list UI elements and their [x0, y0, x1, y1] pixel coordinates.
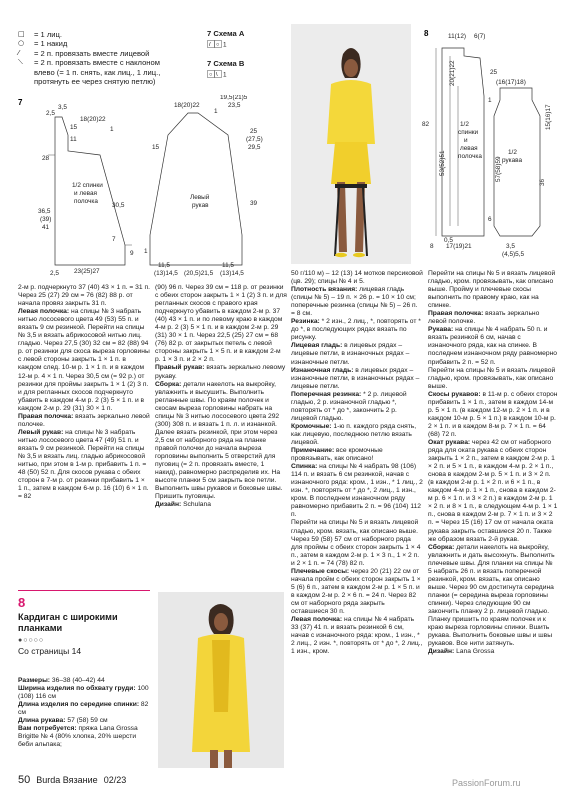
paragraph — [291, 318, 423, 342]
paragraph — [291, 367, 423, 391]
legend — [18, 30, 198, 86]
body-label-3: полочка — [74, 198, 98, 205]
model-photo-cardigan — [158, 592, 284, 768]
paragraph-text: лицевая гладь (спицы № 5) – 19 п. × 26 р. = 10 × 10 см; поперечные резинка (спицы № 5) – 26 п. = 8 см. — [291, 286, 418, 318]
paragraph — [428, 270, 558, 310]
paragraph — [291, 286, 423, 318]
paragraph-text: Перейти на спицы № 5 и вязать лицевой гладью, кром. провязывать, как описано выше. Пройму и плечевые скосы выполнить по правому краю, как на спинке. — [428, 270, 556, 310]
paragraph — [18, 413, 150, 429]
sleeve-label-2: рукав — [192, 202, 209, 209]
paragraph — [18, 308, 150, 413]
paragraph-heading: Лицевая гладь: — [291, 342, 343, 350]
body-dim-bottom-1: 23(25)27 — [74, 268, 100, 275]
paragraph-heading: Спинка: — [291, 463, 318, 471]
sleeve-dim-right-1: (27,5) — [246, 136, 263, 143]
paragraph-heading: Размеры: — [18, 677, 51, 684]
paragraph-text: на спицы № 3 набрать нитью лососевого цвета 47 (49) 51 п. и вязать 9 см резинкой. Перейти на спицы № 3,5 и вязать лиц. гладью абрикосовой нитью, при этом в 1-м р. прибавить 1 п. = 48 (50) 52 п. Для скосов рукава с обеих сторон в 7-м р. от резинки прибавить 1 × 1 п., затем в каждом 6-м р. 16 (10) 6 × 1 п. = 82 — [18, 428, 149, 501]
paragraph-heading: Длина изделия по середине спинки: — [18, 701, 140, 709]
paragraph — [291, 463, 423, 519]
legend-text: = 1 лиц. — [34, 30, 63, 39]
body-dim-top-0: 3,5 — [58, 104, 67, 111]
text-column-4 — [428, 270, 558, 770]
legend-row — [18, 77, 198, 86]
difficulty-dots: ●○○○○ — [18, 637, 45, 644]
diagram-8-num: 8 — [424, 29, 429, 38]
paragraph-heading: Изнаночная гладь: — [291, 366, 354, 374]
sleeve-dim-right-3: 39 — [250, 200, 258, 207]
d8-right-1: 36 — [539, 178, 546, 186]
paragraph-text: все кромочные провязывать, как описано! — [291, 447, 383, 463]
model-8-source: Со страницы 14 — [18, 646, 82, 656]
paragraph — [428, 367, 558, 391]
d8-bottom-2: 3,5 — [506, 243, 515, 250]
d8-body-label-4: левая — [460, 145, 478, 152]
schema-b-title: 7 Схема В — [207, 59, 245, 68]
paragraph-heading: Левая полочка: — [291, 616, 343, 624]
paragraph-text: на спицы № 4 набрать 33 (37) 41 п. и вязать резинкой 6 см, начав с изнаночного ряда: кром., 1 изн., * 2 лиц., 2 изн. *, повторять от * до *, 2 лиц., 1 изн., кром. — [291, 616, 423, 656]
paragraph — [291, 447, 423, 463]
paragraph-heading: Дизайн: — [428, 648, 455, 656]
sleeve-dim-top-1: 15 — [152, 144, 160, 151]
d8-sleeve-label-1: 1/2 — [508, 149, 517, 156]
legend-text: = 2 п. провязать вместе лицевой — [34, 48, 150, 58]
legend-text: = 2 п. провязать вместе с наклоном — [34, 58, 160, 68]
diagram-7 — [10, 95, 282, 280]
legend-symbol-icon: ⟍ — [18, 58, 23, 67]
legend-row — [18, 49, 198, 58]
d8-mid-2: 15(16)17 — [545, 104, 552, 130]
paragraph-heading: Правая полочка: — [428, 310, 484, 318]
body-dim-right-2: 9 — [130, 250, 134, 257]
legend-row — [18, 30, 198, 39]
paragraph-text: 2-м р. подчеркнуто 37 (40) 43 × 1 п. = 31 п. Через 25 (27) 29 см = 76 (82) 88 р. от начала провяз закрыть 31 п. — [18, 284, 150, 308]
watermark: PassionForum.ru — [452, 778, 521, 788]
d8-mid-0: 57(58)59 — [495, 156, 502, 182]
svg-text:○: ○ — [216, 42, 220, 48]
paragraph-heading: Левая полочка: — [18, 308, 70, 316]
sleeve-dim-bottom-5: (13)14,5 — [220, 270, 244, 277]
sleeve-dim-top-2: 19,5(21)5 — [220, 95, 248, 101]
paragraph-heading: Сборка: — [155, 380, 182, 388]
paragraph-heading: Окат рукава: — [428, 438, 471, 446]
body-label-1: 1/2 спинки — [72, 182, 103, 189]
text-column-3 — [291, 270, 423, 770]
text-column-1 — [18, 284, 150, 582]
paragraph-text: 36–38 (40–42) 44 — [50, 677, 105, 684]
paragraph — [428, 544, 558, 649]
paragraph-heading: Правый рукав: — [155, 364, 205, 372]
paragraph-heading: Скосы рукавов: — [428, 390, 481, 398]
paragraph-text: детали накелоть на выкройку, увлажнить и высушить. Выполнить регланные швы. По краям полочек и скосам выреза горловины набрать на спицы № 3 нитью лососевого цвета 292 (300) 308 п. и вязать 1 п. л. и изнанкой. Далее вязать резинкой, при этом через 2,5 см от наборного ряда на планке правой полочки до начала выреза горловины выполнить 5 отверстий для пуговиц (= 2 п. провязать вместе, 1 накид), равномерно распределив их. На высоте планки 5 см закрыть все петли. Выполнить швы рукавов и боковые швы. Пришить пуговицы. — [155, 380, 283, 501]
schema-a-grid — [207, 40, 229, 54]
diagram-8 — [420, 26, 562, 264]
paragraph-heading: Кромочные: — [291, 422, 332, 430]
legend-symbol-icon: ⁄ — [18, 48, 20, 57]
body-dim-top-3: 15 — [70, 124, 78, 131]
schema-a-title: 7 Схема А — [207, 29, 245, 38]
paragraph-text: через 42 см от наборного ряда для оката рукава с обеих сторон закрыть 1 × 2 п., затем в каждом 2-м р. 1 × 2 п. и 5 × 1 п., в каждом 4-м р. 2 × 1 п., снова в каждом 2-м р. 5 × 1 п. и 3 × 2 п. (в каждом 2-м р. 1 × 2 п. и 6 × 1 п., в каждом 4-м р. 1 × 1 п., снова в каждом 2-м р. 6 × 1 п. и 3 × 2 п.) в каждом 2-м р. 1 × 2 п. и 8 × 1 п., в следующем 4-м р. 1 × 1 п., снова в каждом 2-м р. 7 × 1 п. и 3 × 2 п. = Через 15 (16) 17 см от начала оката рукава закрыть оставшиеся 20 п. Также же образом вязать 2-й рукав. — [428, 438, 558, 543]
paragraph — [18, 701, 150, 717]
paragraph-text: вязать зеркально левому рукаву. — [155, 364, 286, 380]
paragraph-text: вязать зеркально левой полочке. — [428, 310, 540, 326]
paragraph — [18, 677, 150, 685]
body-dim-left-2: (39) — [40, 216, 52, 223]
paragraph-heading: Длина рукава: — [18, 717, 66, 725]
text-column-2 — [155, 284, 287, 582]
diagram-7-num: 7 — [18, 98, 23, 107]
d8-body-label-1: 1/2 — [460, 121, 469, 128]
paragraph-heading: Правая полочка: — [18, 412, 74, 420]
paragraph-heading: Рукава: — [428, 326, 454, 334]
model-photo-yellow — [291, 24, 411, 264]
sleeve-dim-bottom-3: (20,5)21,5 — [184, 270, 214, 277]
paragraph — [18, 284, 150, 308]
paragraph — [428, 326, 558, 366]
model-8-info — [18, 677, 150, 767]
paragraph-text: Schulana — [181, 501, 211, 509]
d8-top-2: (16(17)18) — [496, 79, 526, 86]
sleeve-dim-bottom-0: 1 — [144, 248, 148, 255]
legend-symbol-icon: □ — [18, 30, 25, 38]
d8-bottom-1: 17(19)21 — [446, 243, 472, 250]
model-8-num: 8 — [18, 595, 26, 610]
legend-symbol-icon: ○ — [18, 39, 25, 48]
body-label-2: и левая — [74, 190, 97, 197]
paragraph-heading: Левый рукав: — [18, 428, 64, 436]
sleeve-label-1: Левый — [190, 194, 210, 201]
paragraph-text: 1-ю п. каждого ряда снять, как лицевую, последнюю петлю вязать лицевой. — [291, 422, 417, 446]
paragraph — [291, 616, 423, 656]
schema-b — [207, 59, 244, 89]
paragraph — [291, 519, 423, 567]
sleeve-dim-bottom-1: 11,5 — [158, 262, 170, 269]
paragraph-text: на спицы № 4 набрать 98 (106) 114 п. и вязать 6 см резинкой, начав с изнаночного ряда: кром., 1 изн., * 1 лиц., 2 изн. *, повторять от * до *, 2 лиц., 1 изн., кром. В последнем изнаночном ряду равномерно прибавить 2 п. = 96 (104) 112 п. — [291, 463, 423, 519]
paragraph — [18, 429, 150, 501]
legend-row — [18, 58, 198, 67]
sleeve-dim-right-2: 29,5 — [248, 144, 261, 151]
magazine-name: Burda Вязание — [36, 775, 98, 785]
photo-illustration — [291, 24, 411, 264]
paragraph — [428, 391, 558, 439]
svg-text:/: / — [209, 42, 211, 48]
svg-text:○: ○ — [209, 72, 213, 78]
paragraph-text: Lana Grossa — [454, 648, 495, 656]
paragraph-text: Перейти на спицы № 5 и вязать лицевой гладью, кром. вязать, как описано выше. Через 59 (58) 57 см от наборного ряда для проймы с обеих сторон закрыть 1 × 4 п., затем в каждом 2-м р. 1 × 3 п., 1 × 2 п. и 2 × 1 п. = 74 (78) 82 п. — [291, 519, 421, 567]
paragraph-text: Перейти на спицы № 5 и вязать лицевой гладью, кром. провязывать, как описано выше. — [428, 366, 556, 390]
body-dim-right-1: 7 — [112, 236, 116, 243]
d8-bottom-0: 8 — [430, 243, 434, 250]
paragraph-text: через 20 (21) 22 см от начала пройм с обеих сторон закрыть 1 × 5 (6) 6 п., затем в каждом 2-м р. 1 × 5 п. и в каждом 2-м р. 2 × 6 п. = 24 п. Через 82 см от наборного ряда закрыть оставшиеся 30 п. — [291, 567, 421, 615]
legend-text: протянуть ее через снятую петлю) — [34, 77, 156, 87]
paragraph — [18, 685, 150, 701]
schema-a-num: 1 — [223, 41, 227, 49]
sleeve-dim-bottom-2: (13)14,5 — [154, 270, 178, 277]
sleeve-dim-top-0: 18(20)22 — [174, 102, 200, 109]
d8-right-0: 1 — [488, 97, 492, 104]
model-8-header — [18, 590, 150, 656]
paragraph — [291, 270, 423, 286]
paragraph — [428, 439, 558, 544]
paragraph — [291, 342, 423, 366]
paragraph-heading: Плотность вязания: — [291, 286, 358, 294]
paragraph — [291, 391, 423, 423]
paragraph — [291, 568, 423, 616]
paragraph-text: 82 см — [18, 701, 149, 717]
paragraph-text: детали накелоть на выкройку, увлажнить и дать высохнуть. Выполнить плечевые швы. Для планки на спицы № 5 набрать 26 п. и вязать поперечной резинкой, кром. вязать, как описано выше. Через 90 см достигнута середина планки (= середина выреза горловины спинки). Через следующие 90 см закончить планку 2 р. лицевой гладью. Планку пришить по краям полочек и к краю выреза горловины спинки. Вшить рукава. Выполнить боковые швы и швы рукавов. Все нити затянуть. — [428, 543, 555, 648]
body-dim-top-2: 18(20)22 — [80, 116, 106, 123]
page-footer — [18, 774, 318, 786]
paragraph-text: пряжа Lana Grossa Brigitte № 4 (80% хлопка, 20% шерсти беби альпака; — [18, 725, 138, 749]
paragraph-text: на спицы № 3 набрать нитью лососевого цвета 49 (53) 55 п. и вязать 9 см резинкой. Перейти на спицы № 3,5 и вязать абрикосовой нитью лиц. гладью. Через 27,5 (30) 32 см = 82 (88) 94 р. от резинки для скоса выреза горловины с левой стороны закрыть 1 × 1 п. в каждом след. 10-м р. 1 × 1 п. и в каждом 12-м р. 4 × 1 п. Через 30,5 см (= 92 р.) от резинки для проймы закрыть 1 × 1 (2) 3 п. и для регланных скосов подчеркнуто убавить в каждом 4-м р. 2 (3) 5 × 1 п. и в каждом 2-м р. 29 (31) 30 × 1 п. — [18, 308, 150, 412]
paragraph-text: * 2 р. лицевой гладью, 2 р. изнаночной гладью *, повторять от * до *, закончить 2 р. лицевой гладью. — [291, 390, 407, 422]
d8-body-label-2: спинки — [458, 129, 479, 136]
paragraph-text: (90) 96 п. Через 39 см = 118 р. от резинки с обеих сторон закрыть 1 × 1 (2) 3 п. и для регланных скосов с правого края подчеркнуто убавить в каждом 2-м р. 37 (40) 43 × 1 п. и по левому краю в каждом 4-м р. 2 (3) 5 × 1 п. и в каждом 2-м р. 29 (31) 30 × 1 п. Через 22,5 (25) 27 см = 68 (76) 82 р. от закрытых петель с левой стороны закрыть 1 × 5 п. и в каждом 2-м р. 1 × 3 п. и 2 × 2 п. — [155, 284, 287, 364]
d8-left-2: 20(21)22 — [449, 60, 456, 86]
paragraph — [428, 310, 558, 326]
body-dim-top-1: 2,5 — [46, 110, 55, 117]
d8-top-0: 11(12) — [448, 33, 466, 40]
paragraph-heading: Дизайн: — [155, 501, 182, 509]
paragraph — [18, 725, 150, 749]
d8-body-label-3: и — [464, 137, 468, 144]
d8-bottom-3: (4,5)5,5 — [502, 251, 525, 258]
paragraph — [155, 501, 287, 509]
d8-left-1: 53(52)51 — [439, 150, 446, 176]
paragraph-heading: Резинка: — [291, 318, 320, 326]
paragraph — [155, 381, 287, 502]
model-8-title: Кардиган с широкими планками — [18, 612, 118, 633]
paragraph-text: на спицы № 4 набрать 50 п. и вязать резинкой 6 см, начав с изнаночного ряда, как на спинке. В последнем изнаночном ряду равномерно прибавить 2 п. = 52 п. — [428, 326, 557, 366]
d8-left-3: 0,5 — [444, 237, 453, 244]
photo-illustration-2 — [158, 592, 284, 768]
sleeve-dim-top-3: 23,5 — [228, 102, 241, 109]
paragraph-heading: Примечание: — [291, 447, 335, 455]
paragraph-text: 57 (58) 59 см — [65, 717, 108, 725]
sleeve-outline — [150, 113, 242, 265]
page-number: 50 — [18, 774, 31, 786]
paragraph-text: в 11-м р. с обеих сторон прибавить 1 × 1 п., затем в каждом 14-м р. 5 × 1 п. (в каждом 12-м р. 2 × 1 п. и в каждом 10-м р. 5 × 1 п.) в каждом 10-м р. 2 × 1 п. и в каждом 8-м р. 7 × 1 п. = 64 (68) 72 п. — [428, 390, 558, 438]
paragraph — [155, 284, 287, 364]
d8-left-0: 82 — [422, 121, 430, 128]
d8-mid-1: 25 — [490, 69, 498, 76]
legend-row — [18, 39, 198, 48]
body-dim-top-5: 1 — [110, 126, 114, 133]
legend-text: = 1 накид — [34, 39, 68, 49]
paragraph-text: в лицевых рядах – лицевые петли, в изнаночных рядах – изнаночные петли. — [291, 342, 410, 366]
d8-top-1: 6(7) — [474, 33, 486, 40]
paragraph-heading: Вам потребуется: — [18, 725, 77, 733]
legend-row — [18, 68, 198, 77]
sleeve-dim-bottom-4: 11,5 — [222, 262, 234, 269]
body-dim-left-1: 36,5 — [38, 208, 51, 215]
paragraph-text: * 2 изн., 2 лиц., *, повторять от * до *, в последующих рядах вязать по рисунку. — [291, 318, 421, 342]
paragraph — [428, 648, 558, 656]
svg-text:\: \ — [216, 72, 218, 78]
paragraph-heading: Поперечная резинка: — [291, 390, 362, 398]
legend-symbol-icon — [18, 68, 34, 77]
body-dim-bottom-0: 2,5 — [50, 270, 59, 277]
body-dim-top-4: 11 — [70, 136, 77, 143]
d8-body-label-5: полочка — [458, 153, 482, 160]
paragraph-text: в лицевых рядах – изнаночные петли, в изнаночных рядах – лицевые петли. — [291, 366, 420, 390]
d8-right-2: 6 — [488, 216, 492, 223]
model-8-divider — [18, 590, 150, 591]
legend-text: влево (= 1 п. снять, как лиц., 1 лиц., — [34, 67, 161, 77]
body-dim-left-0: 28 — [42, 155, 50, 162]
paragraph-heading: Ширина изделия по обхвату груди: — [18, 685, 136, 693]
sleeve-dim-top-4: 1 — [214, 108, 218, 115]
paragraph-heading: Сборка: — [428, 543, 455, 551]
body-dim-left-3: 41 — [42, 224, 50, 231]
schema-b-num: 1 — [223, 71, 227, 79]
paragraph — [155, 364, 287, 380]
paragraph-heading: Плечевые скосы: — [291, 567, 350, 575]
paragraph — [291, 423, 423, 447]
paragraph-text: 100 (108) 116 см — [18, 685, 149, 701]
issue-number: 02/23 — [103, 775, 127, 785]
sleeve-dim-right-0: 25 — [250, 128, 258, 135]
d8-sleeve-label-2: рукава — [502, 157, 523, 164]
paragraph-text: 50 г/110 м) – 12 (13) 14 мотков персиковой (цв. 29); спицы № 4 и 5. — [291, 270, 423, 286]
body-dim-right-0: 30,5 — [112, 202, 125, 209]
paragraph-text: вязать зеркально левой полочке. — [18, 412, 150, 428]
schema-a — [207, 29, 244, 59]
schema-b-grid — [207, 70, 229, 84]
legend-symbol-icon — [18, 77, 34, 86]
